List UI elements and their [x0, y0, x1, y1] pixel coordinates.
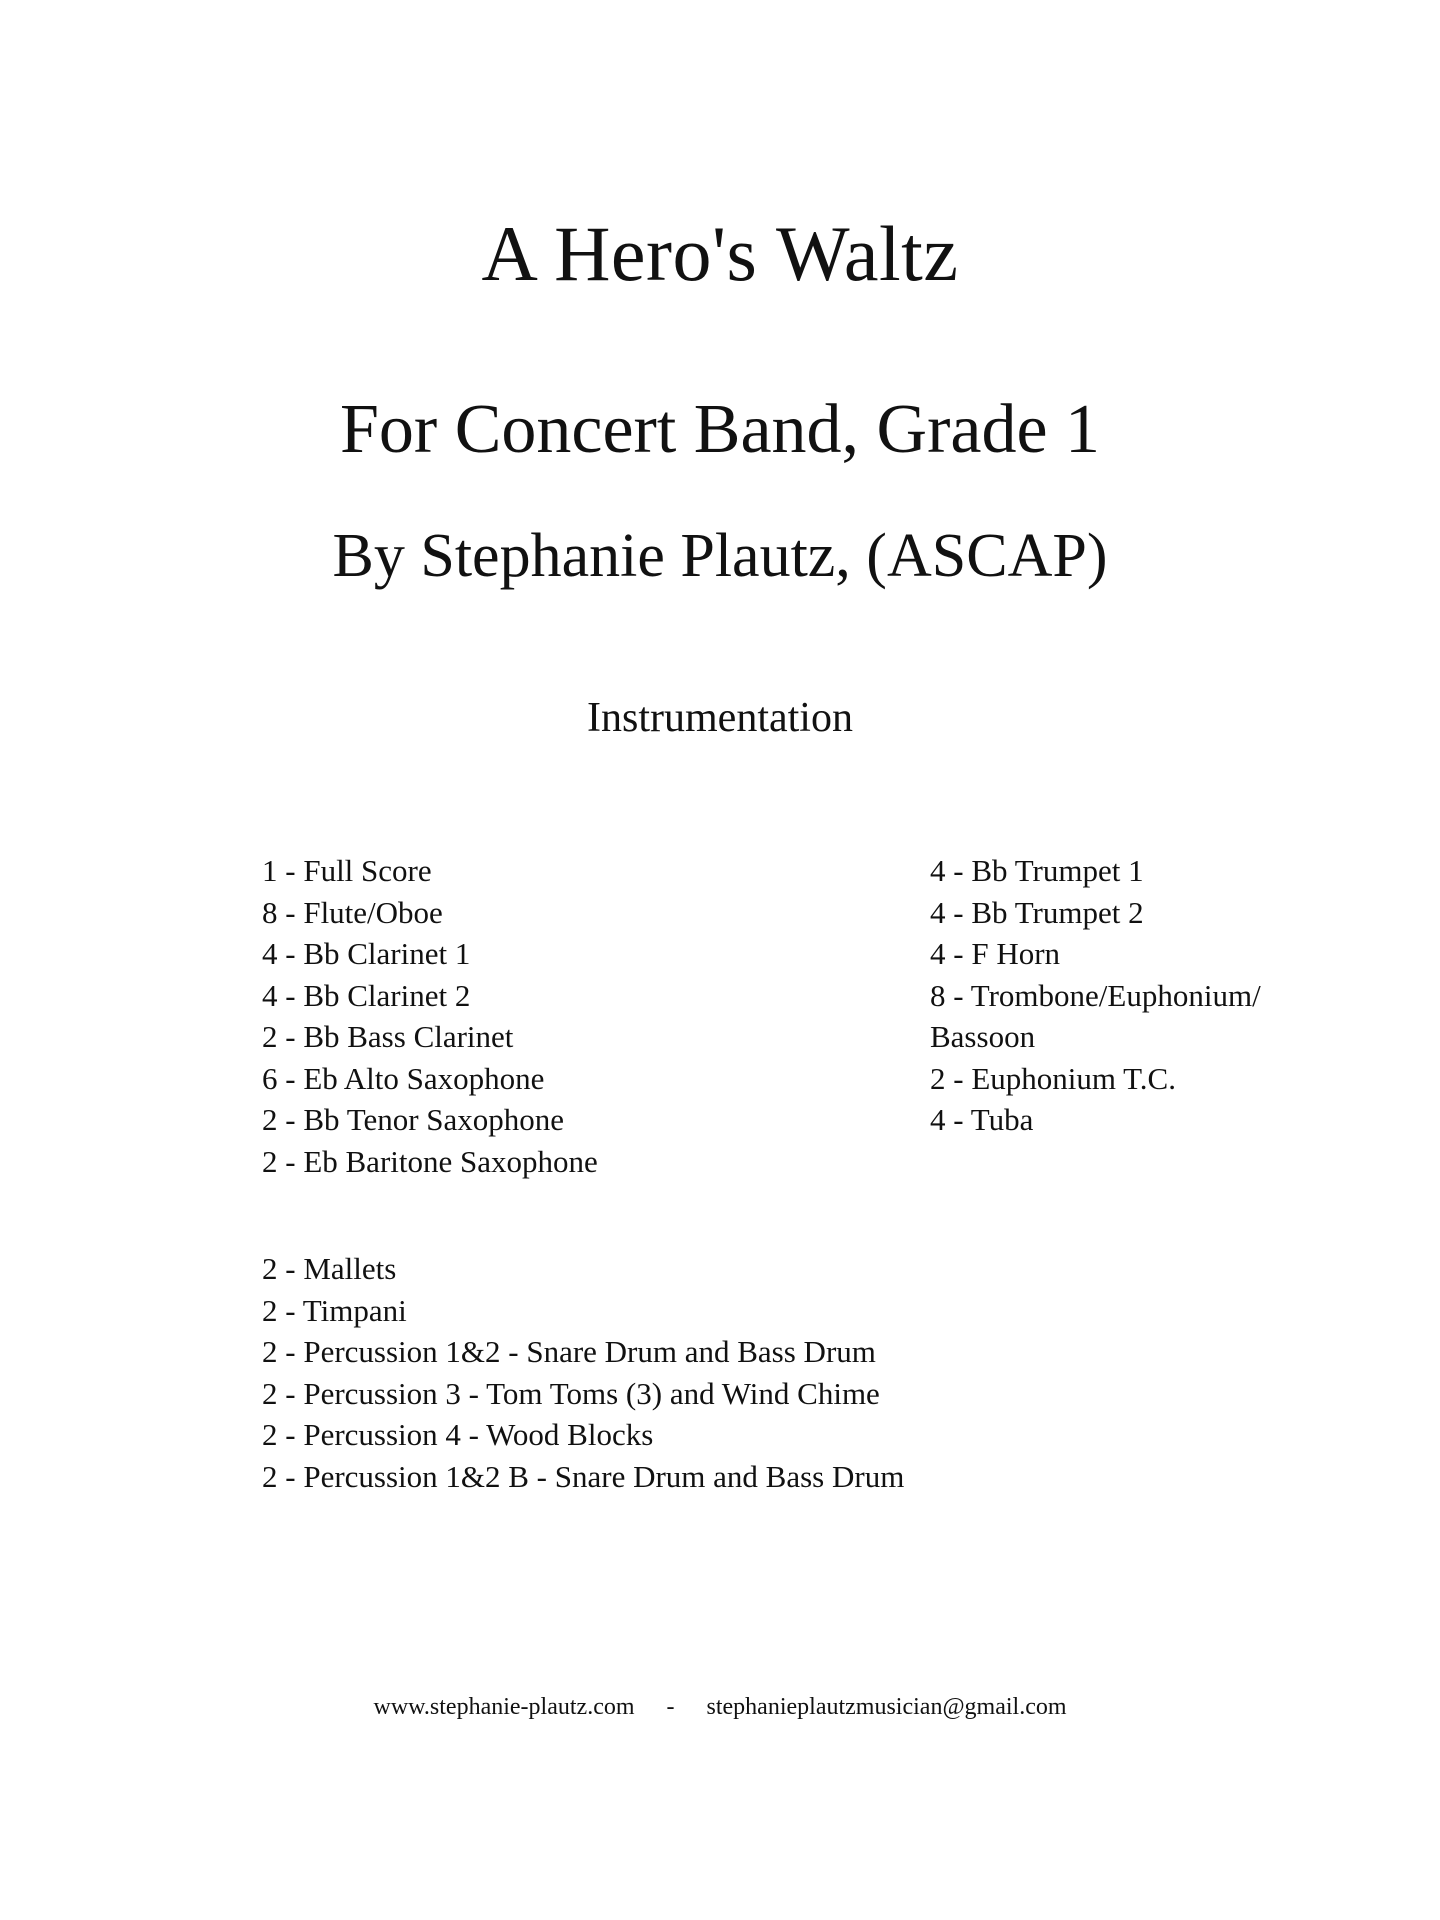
email-link[interactable]: stephanieplautzmusician@gmail.com: [706, 1694, 1067, 1720]
list-item: 2 - Eb Baritone Saxophone: [262, 1143, 598, 1179]
instrumentation-heading: Instrumentation: [587, 695, 853, 741]
list-item: 2 - Bb Tenor Saxophone: [262, 1102, 565, 1137]
list-item: 2 - Percussion 1&2 B - Snare Drum and Bass Drum: [262, 1458, 905, 1494]
list-item: 4 - F Horn: [930, 936, 1061, 971]
page-title: A Hero's Waltz: [481, 210, 959, 297]
list-item: 6 - Eb Alto Saxophone: [262, 1060, 545, 1096]
list-item: 8 - Flute/Oboe: [262, 894, 443, 930]
list-item: 2 - Percussion 4 - Wood Blocks: [262, 1417, 654, 1452]
list-item: Bassoon: [930, 1019, 1036, 1054]
list-item: 4 - Tuba: [930, 1102, 1034, 1137]
list-item: 4 - Bb Clarinet 2: [262, 977, 471, 1013]
composer-byline: By Stephanie Plautz, (ASCAP): [332, 522, 1108, 590]
list-item: 4 - Bb Trumpet 2: [930, 894, 1144, 930]
list-item: 2 - Bb Bass Clarinet: [262, 1019, 514, 1054]
list-item: 8 - Trombone/Euphonium/: [930, 977, 1261, 1013]
list-item: 2 - Mallets: [262, 1251, 397, 1286]
footer: [0, 1695, 1440, 1719]
percussion-list: [262, 1248, 904, 1497]
brass-list: [930, 850, 1261, 1141]
page-subtitle: For Concert Band, Grade 1: [339, 391, 1101, 468]
list-item: 2 - Percussion 3 - Tom Toms (3) and Wind Chime: [262, 1375, 880, 1411]
list-item: 2 - Timpani: [262, 1292, 407, 1328]
list-item: 4 - Bb Trumpet 1: [930, 853, 1144, 888]
list-item: 4 - Bb Clarinet 1: [262, 936, 471, 971]
footer-separator: -: [666, 1694, 675, 1720]
list-item: 2 - Euphonium T.C.: [930, 1060, 1176, 1096]
list-item: 1 - Full Score: [262, 853, 432, 888]
list-item: 2 - Percussion 1&2 - Snare Drum and Bass Drum: [262, 1334, 876, 1369]
woodwind-list: [262, 850, 598, 1182]
website-link[interactable]: www.stephanie-plautz.com: [373, 1694, 635, 1720]
